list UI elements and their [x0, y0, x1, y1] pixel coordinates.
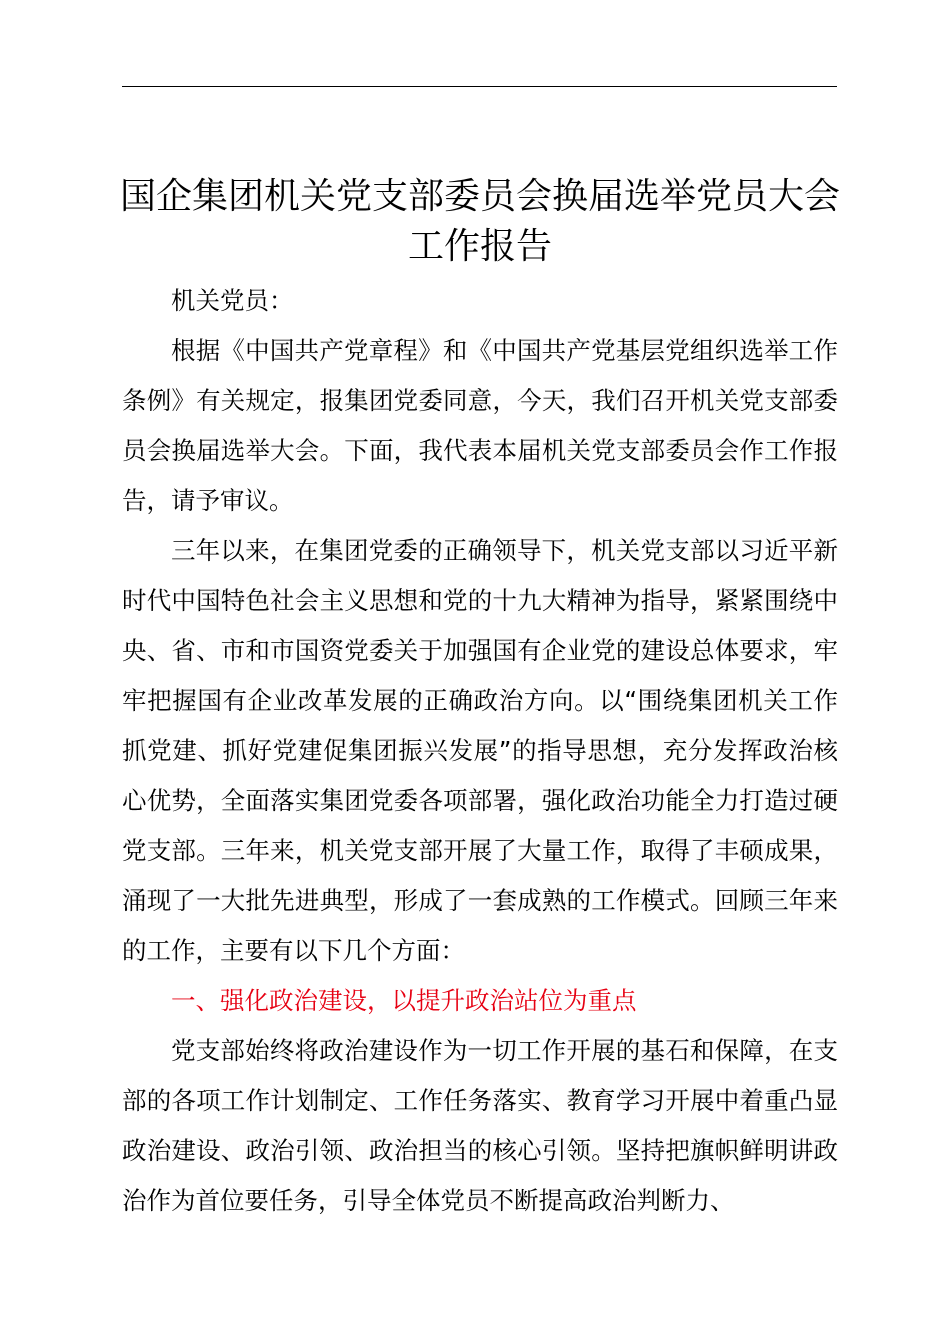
intro-paragraph: 根据《中国共产党章程》和《中国共产党基层党组织选举工作条例》有关规定，报集团党委同意，今天，我们召开机关党支部委员会换届选举大会。下面，我代表本届机关党支部委员会作工作报告，请予审议。 — [122, 336, 838, 515]
section-paragraph: 党支部始终将政治建设作为一切工作开展的基石和保障，在支部的各项工作计划制定、工作任务落实、教育学习开展中着重凸显政治建设、政治引领、政治担当的核心引领。坚持把旗帜鲜明讲政治作为首位要任务，引导全体党员不断提高政治判断力、 — [122, 1036, 838, 1215]
section-heading: 一、强化政治建设，以提升政治站位为重点 — [171, 986, 637, 1015]
review-paragraph: 三年以来，在集团党委的正确领导下，机关党支部以习近平新时代中国特色社会主义思想和党的十九大精神为指导，紧紧围绕中央、省、市和市国资党委关于加强国有企业党的建设总体要求，牢牢把握国有企业改革发展的正确政治方向。以“围绕集团机关工作抓党建、抓好党建促集团振兴发展”的指导思想，充分发挥政治核心优势，全面落实集团党委各项部署，强化政治功能全力打造过硬党支部。三年来，机关党支部开展了大量工作，取得了丰硕成果，涌现了一大批先进典型，形成了一套成熟的工作模式。回顾三年来的工作，主要有以下几个方面： — [122, 536, 838, 965]
document-title — [100, 172, 860, 272]
title-line-2: 工作报告 — [407, 226, 552, 268]
header-rule — [122, 86, 837, 87]
salutation: 机关党员： — [171, 286, 294, 315]
document-body — [122, 276, 838, 1226]
title-line-1: 国企集团机关党支部委员会换届选举党员大会 — [119, 176, 840, 218]
